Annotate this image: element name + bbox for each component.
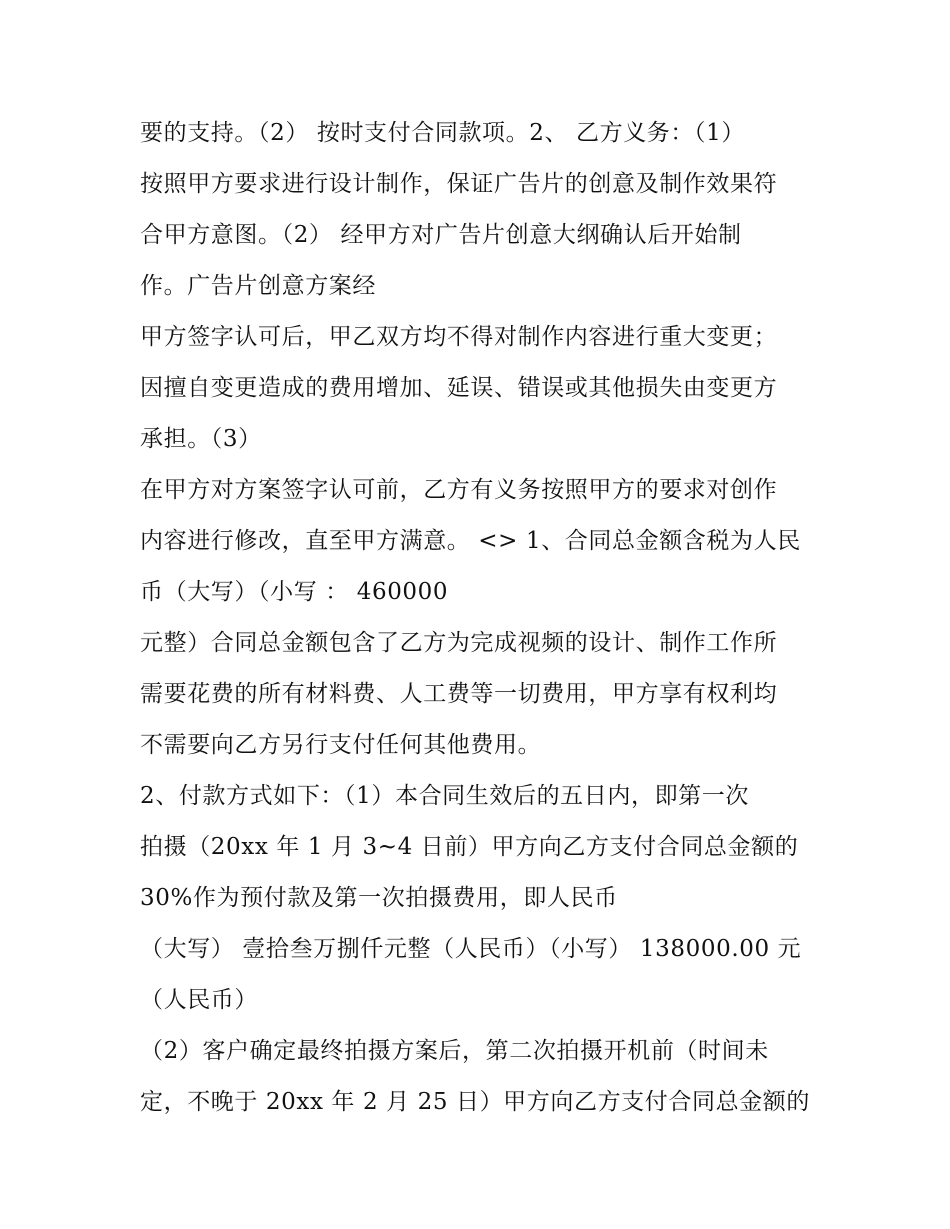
text-line: 内容进行修改，直至甲方满意。 <> 1、合同总金额含税为人民	[140, 528, 801, 554]
text-line: 币（大写）（小写 ： 460000	[140, 579, 449, 605]
text-line: 30%作为预付款及第一次拍摄费用，即人民币	[140, 885, 618, 911]
text-line: 作。广告片创意方案经	[140, 273, 376, 299]
text-line: 承担。（3）	[140, 426, 262, 452]
text-line: 定，不晚于 20xx 年 2 月 25 日）甲方向乙方支付合同总金额的	[140, 1089, 810, 1115]
text-line: 元整）合同总金额包含了乙方为完成视频的设计、制作工作所	[140, 630, 778, 656]
text-line: 要的支持。（2） 按时支付合同款项。2、 乙方义务：（1）	[140, 120, 745, 146]
document-body	[140, 108, 820, 1128]
text-line: 因擅自变更造成的费用增加、延误、错误或其他损失由变更方	[140, 375, 778, 401]
text-line: 2、付款方式如下：（1）本合同生效后的五日内，即第一次	[140, 783, 749, 809]
text-line: 需要花费的所有材料费、人工费等一切费用，甲方享有权利均	[140, 681, 778, 707]
text-line: 按照甲方要求进行设计制作，保证广告片的创意及制作效果符	[140, 171, 778, 197]
text-line: 在甲方对方案签字认可前，乙方有义务按照甲方的要求对创作	[140, 477, 778, 503]
text-line: 合甲方意图。（2） 经甲方对广告片创意大纲确认后开始制	[140, 222, 742, 248]
text-line: （大写） 壹拾叁万捌仟元整（人民币）（小写） 138000.00 元	[140, 936, 802, 962]
text-line: （人民币）	[140, 987, 258, 1013]
text-line: （2）客户确定最终拍摄方案后，第二次拍摄开机前（时间未	[140, 1038, 769, 1064]
text-line: 拍摄（20xx 年 1 月 3~4 日前）甲方向乙方支付合同总金额的	[140, 834, 799, 860]
text-line: 不需要向乙方另行支付任何其他费用。	[140, 732, 542, 758]
text-line: 甲方签字认可后，甲乙双方均不得对制作内容进行重大变更；	[140, 324, 778, 350]
